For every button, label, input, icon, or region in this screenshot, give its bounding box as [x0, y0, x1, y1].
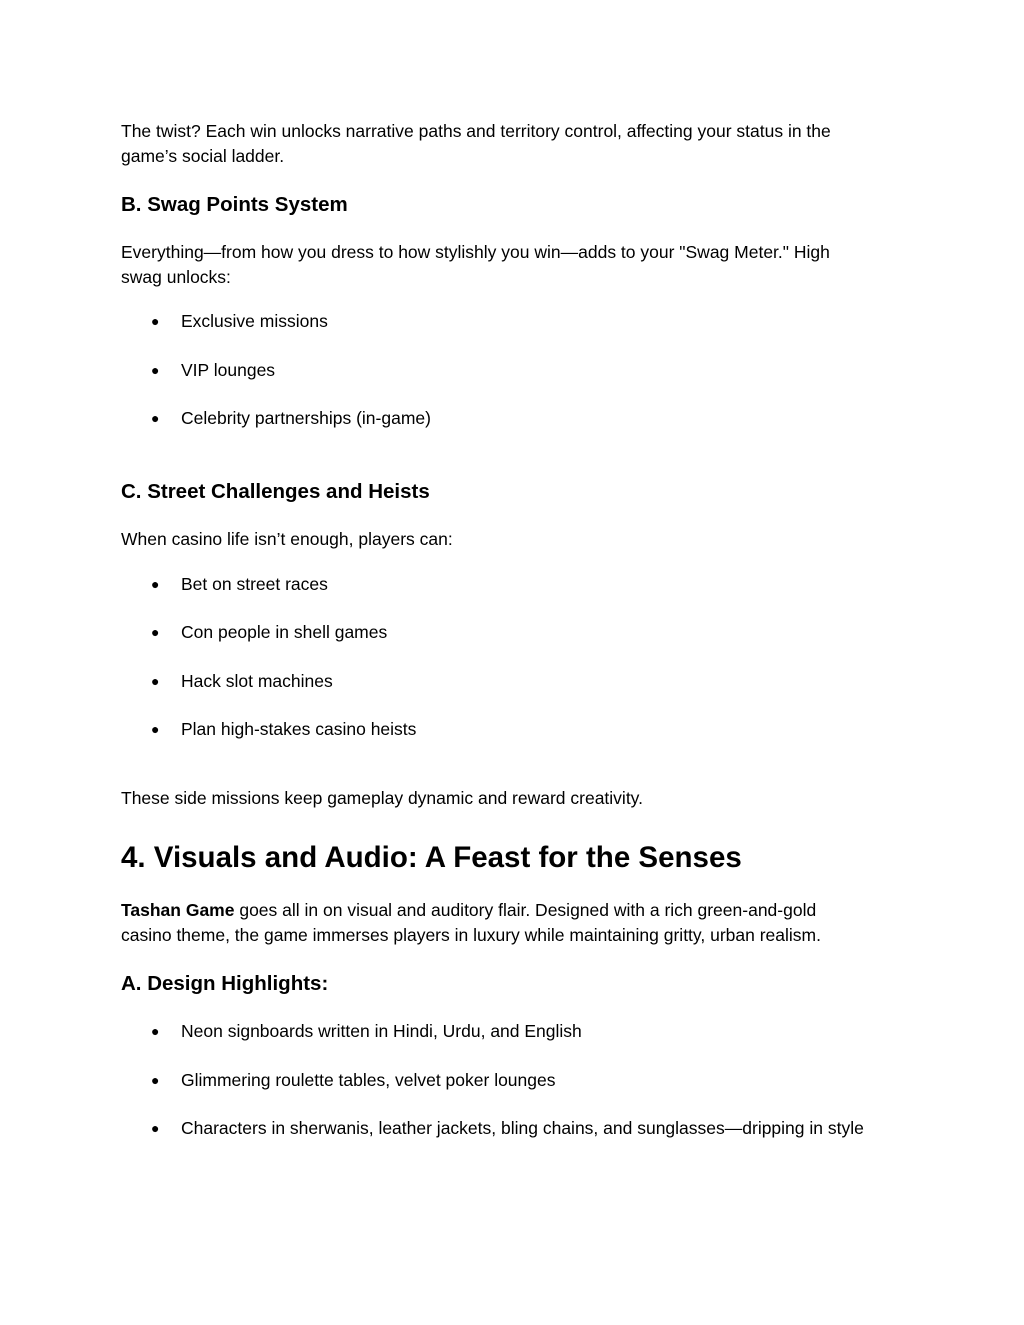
- list-item-text: Exclusive missions: [181, 311, 328, 331]
- section-c-intro: When casino life isn’t enough, players can:: [121, 529, 453, 549]
- section-a-heading: A. Design Highlights:: [121, 972, 329, 995]
- list-item-text: Neon signboards written in Hindi, Urdu, and English: [181, 1021, 582, 1041]
- section-c-heading: C. Street Challenges and Heists: [121, 480, 430, 503]
- list-item-text: Characters in sherwanis, leather jackets, bling chains, and sunglasses—dripping in style: [181, 1118, 864, 1138]
- bullet-icon: ●: [151, 410, 160, 426]
- section-c-closing: These side missions keep gameplay dynamic and reward creativity.: [121, 788, 643, 808]
- section-4-line-1-rest: goes all in on visual and auditory flair. Designed with a rich green-and-gold: [234, 900, 817, 920]
- section-b-line-2: swag unlocks:: [121, 266, 231, 287]
- bullet-icon: ●: [151, 313, 160, 329]
- bullet-icon: ●: [151, 721, 160, 737]
- section-4-paragraph: [121, 898, 911, 947]
- bullet-icon: ●: [151, 1072, 160, 1088]
- list-item-text: Bet on street races: [181, 574, 328, 594]
- intro-line-2: game’s social ladder.: [121, 145, 285, 166]
- section-b-line-1: Everything—from how you dress to how stylishly you win—adds to your "Swag Meter." High: [121, 242, 830, 262]
- section-4-line-2: casino theme, the game immerses players in luxury while maintaining gritty, urban realism.: [121, 924, 821, 945]
- bullet-icon: ●: [151, 673, 160, 689]
- bullet-icon: ●: [151, 576, 160, 592]
- game-name: Tashan Game: [121, 900, 235, 920]
- section-b-heading: B. Swag Points System: [121, 193, 348, 216]
- bullet-icon: ●: [151, 1120, 160, 1136]
- section-4-line-1: [121, 898, 911, 923]
- section-4-heading: 4. Visuals and Audio: A Feast for the Senses: [121, 841, 742, 874]
- bullet-icon: ●: [151, 362, 160, 378]
- bullet-icon: ●: [151, 1023, 160, 1039]
- list-item-text: VIP lounges: [181, 360, 276, 380]
- list-item-text: Con people in shell games: [181, 622, 388, 642]
- section-b-paragraph: [121, 240, 911, 289]
- intro-line-1: The twist? Each win unlocks narrative paths and territory control, affecting your status in the: [121, 121, 831, 141]
- intro-paragraph: [121, 119, 911, 168]
- list-item-text: Celebrity partnerships (in-game): [181, 408, 431, 428]
- list-item-text: Plan high-stakes casino heists: [181, 719, 417, 739]
- list-item-text: Glimmering roulette tables, velvet poker lounges: [181, 1070, 556, 1090]
- list-item-text: Hack slot machines: [181, 671, 333, 691]
- bullet-icon: ●: [151, 624, 160, 640]
